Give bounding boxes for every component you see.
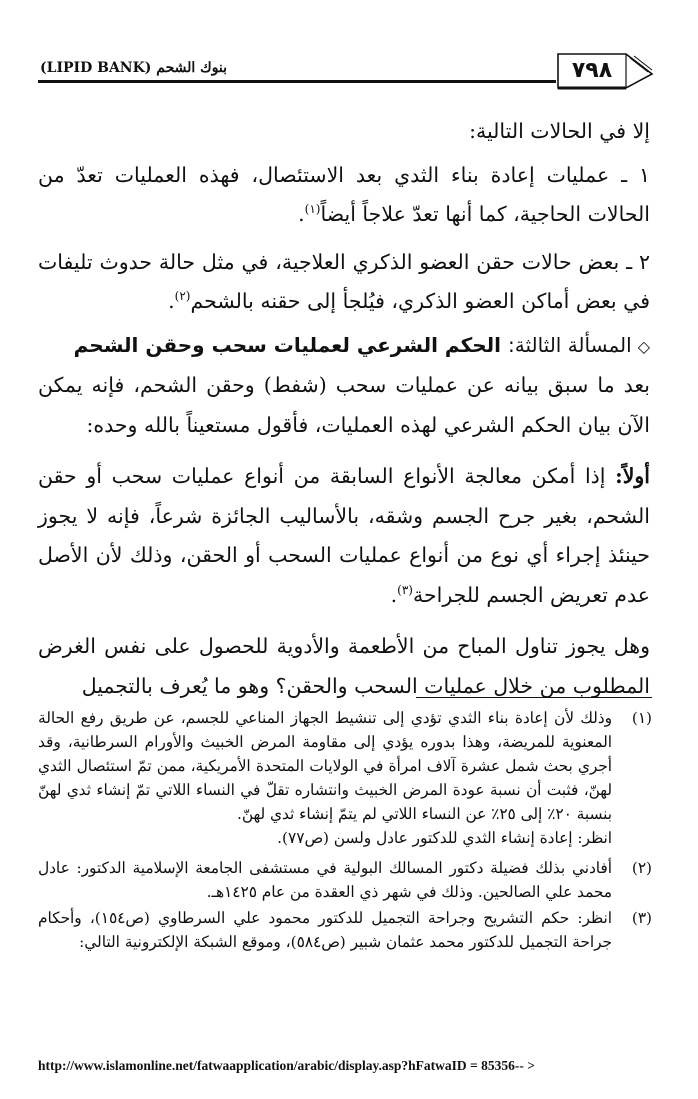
text-p6: وهل يجوز تناول المباح من الأطعمة والأدوية للحصول على نفس الغرض المطلوب من خلال عمليات السحب والحقن؟ وهو ما يُعرف بالتجميل (38, 634, 650, 698)
text-p2-end: . (298, 202, 305, 226)
diamond-bullet-icon: ◇ (637, 337, 650, 356)
paragraph (38, 243, 650, 322)
page-number: ٧٩٨ (571, 58, 613, 83)
footnote-number: (١) (631, 709, 652, 727)
section-prefix: المسألة الثالثة: (507, 333, 632, 357)
footnote-text: وذلك لأن إعادة بناء الثدي تؤدي إلى تنشيط الجهاز المناعي للجسم، عن طريق رفع الحالة المعنوية للمريضة، وهذا بدوره يؤدي إلى مقاومة المرض الخبيث والأورام السرطانية، وقد أجري بحث شمل عشرة آلاف امرأة في الولايات المتحدة الأمريكية، ممن تمّ استئصال الثدي لهنّ، فثبت أن نسبة عودة المرض الخبيث وانتشاره تقلّ في النساء اللاتي تمّ إنشاء ثدي لهنّ بنسبة ٢٠٪ إلى ٢٥٪ عن النساء اللاتي لم يتمّ إنشاء ثدي لهنّ. (38, 709, 612, 823)
footnote-rule (416, 697, 652, 698)
paragraph (38, 156, 650, 235)
footnotes (38, 706, 652, 954)
footnote-3 (38, 906, 652, 954)
paragraph (38, 112, 650, 152)
text-p1: إلا في الحالات التالية: (469, 119, 650, 143)
text-p5: إذا أمكن معالجة الأنواع السابقة من أنواع عمليات سحب أو حقن الشحم، بغير جرح الجسم وشقه، بالأساليب الجائزة شرعاً، فإنه لا يجوز حينئذ إجراء أي نوع من أنواع عمليات السحب أو الحقن، وذلك لأن الأصل عدم تعريض الجسم للجراحة (38, 464, 650, 607)
reference-url[interactable]: http://www.islamonline.net/fatwaapplication/arabic/display.asp?hFatwaID = 85356-- > (38, 1058, 535, 1073)
section-heading (38, 333, 650, 357)
text-p3: ٢ ـ بعض حالات حقن العضو الذكري العلاجية، في مثل حالة حدوث تليفات في بعض أماكن العضو الذكري، فيُلجأ إلى حقنه بالشحم (38, 249, 650, 313)
footnote-2 (38, 856, 652, 904)
paragraph (38, 366, 650, 445)
footnote-1 (38, 706, 652, 826)
header-rule (38, 80, 556, 83)
footnote-text: انظر: حكم التشريح وجراحة التجميل للدكتور محمود علي السرطاوي (ص١٥٤)، وأحكام جراحة التجميل للدكتور محمد عثمان شبير (ص٥٨٤)، وموقع الشبكة الإلكترونية التالي: (38, 909, 612, 951)
footnote-ref: (٣) (397, 582, 413, 597)
footnote-number: (٢) (631, 859, 652, 877)
footnote-ref: (١) (304, 202, 321, 217)
running-title: بنوك الشحم (LIPID BANK) (40, 60, 228, 76)
paragraph (38, 627, 650, 706)
text-p5-end: . (390, 582, 398, 607)
footnote-text: أفادني بذلك فضيلة دكتور المسالك البولية في مستشفى الجامعة الإسلامية الدكتور: عادل محمد علي الصالحين. وذلك في شهر ذي العقدة من عام ١٤٢٥هـ. (38, 859, 612, 901)
footnote-number: (٣) (631, 909, 652, 927)
body-block-2 (38, 366, 650, 706)
section-title: الحكم الشرعي لعمليات سحب وحقن الشحم (73, 333, 502, 357)
body-block-1 (38, 112, 650, 322)
footnote-ref: (٢) (174, 289, 191, 304)
text-p4: بعد ما سبق بيانه عن عمليات سحب (شفط) وحقن الشحم، فإنه يمكن الآن بيان الحكم الشرعي لهذه العمليات، فأقول مستعيناً بالله وحده: (38, 373, 650, 437)
text-p2: ١ ـ عمليات إعادة بناء الثدي بعد الاستئصال، فهذه العمليات تعدّ من الحالات الحاجية، كما أنها تعدّ علاجاً أيضاً (38, 162, 650, 226)
footnote-1-source: انظر: إعادة إنشاء الثدي للدكتور عادل ولسن (ص٧٧). (277, 829, 612, 847)
paragraph (38, 457, 650, 615)
text-p3-end: . (168, 289, 175, 313)
paragraph-label: أولاً: (615, 464, 650, 488)
page-number-box (556, 52, 654, 90)
